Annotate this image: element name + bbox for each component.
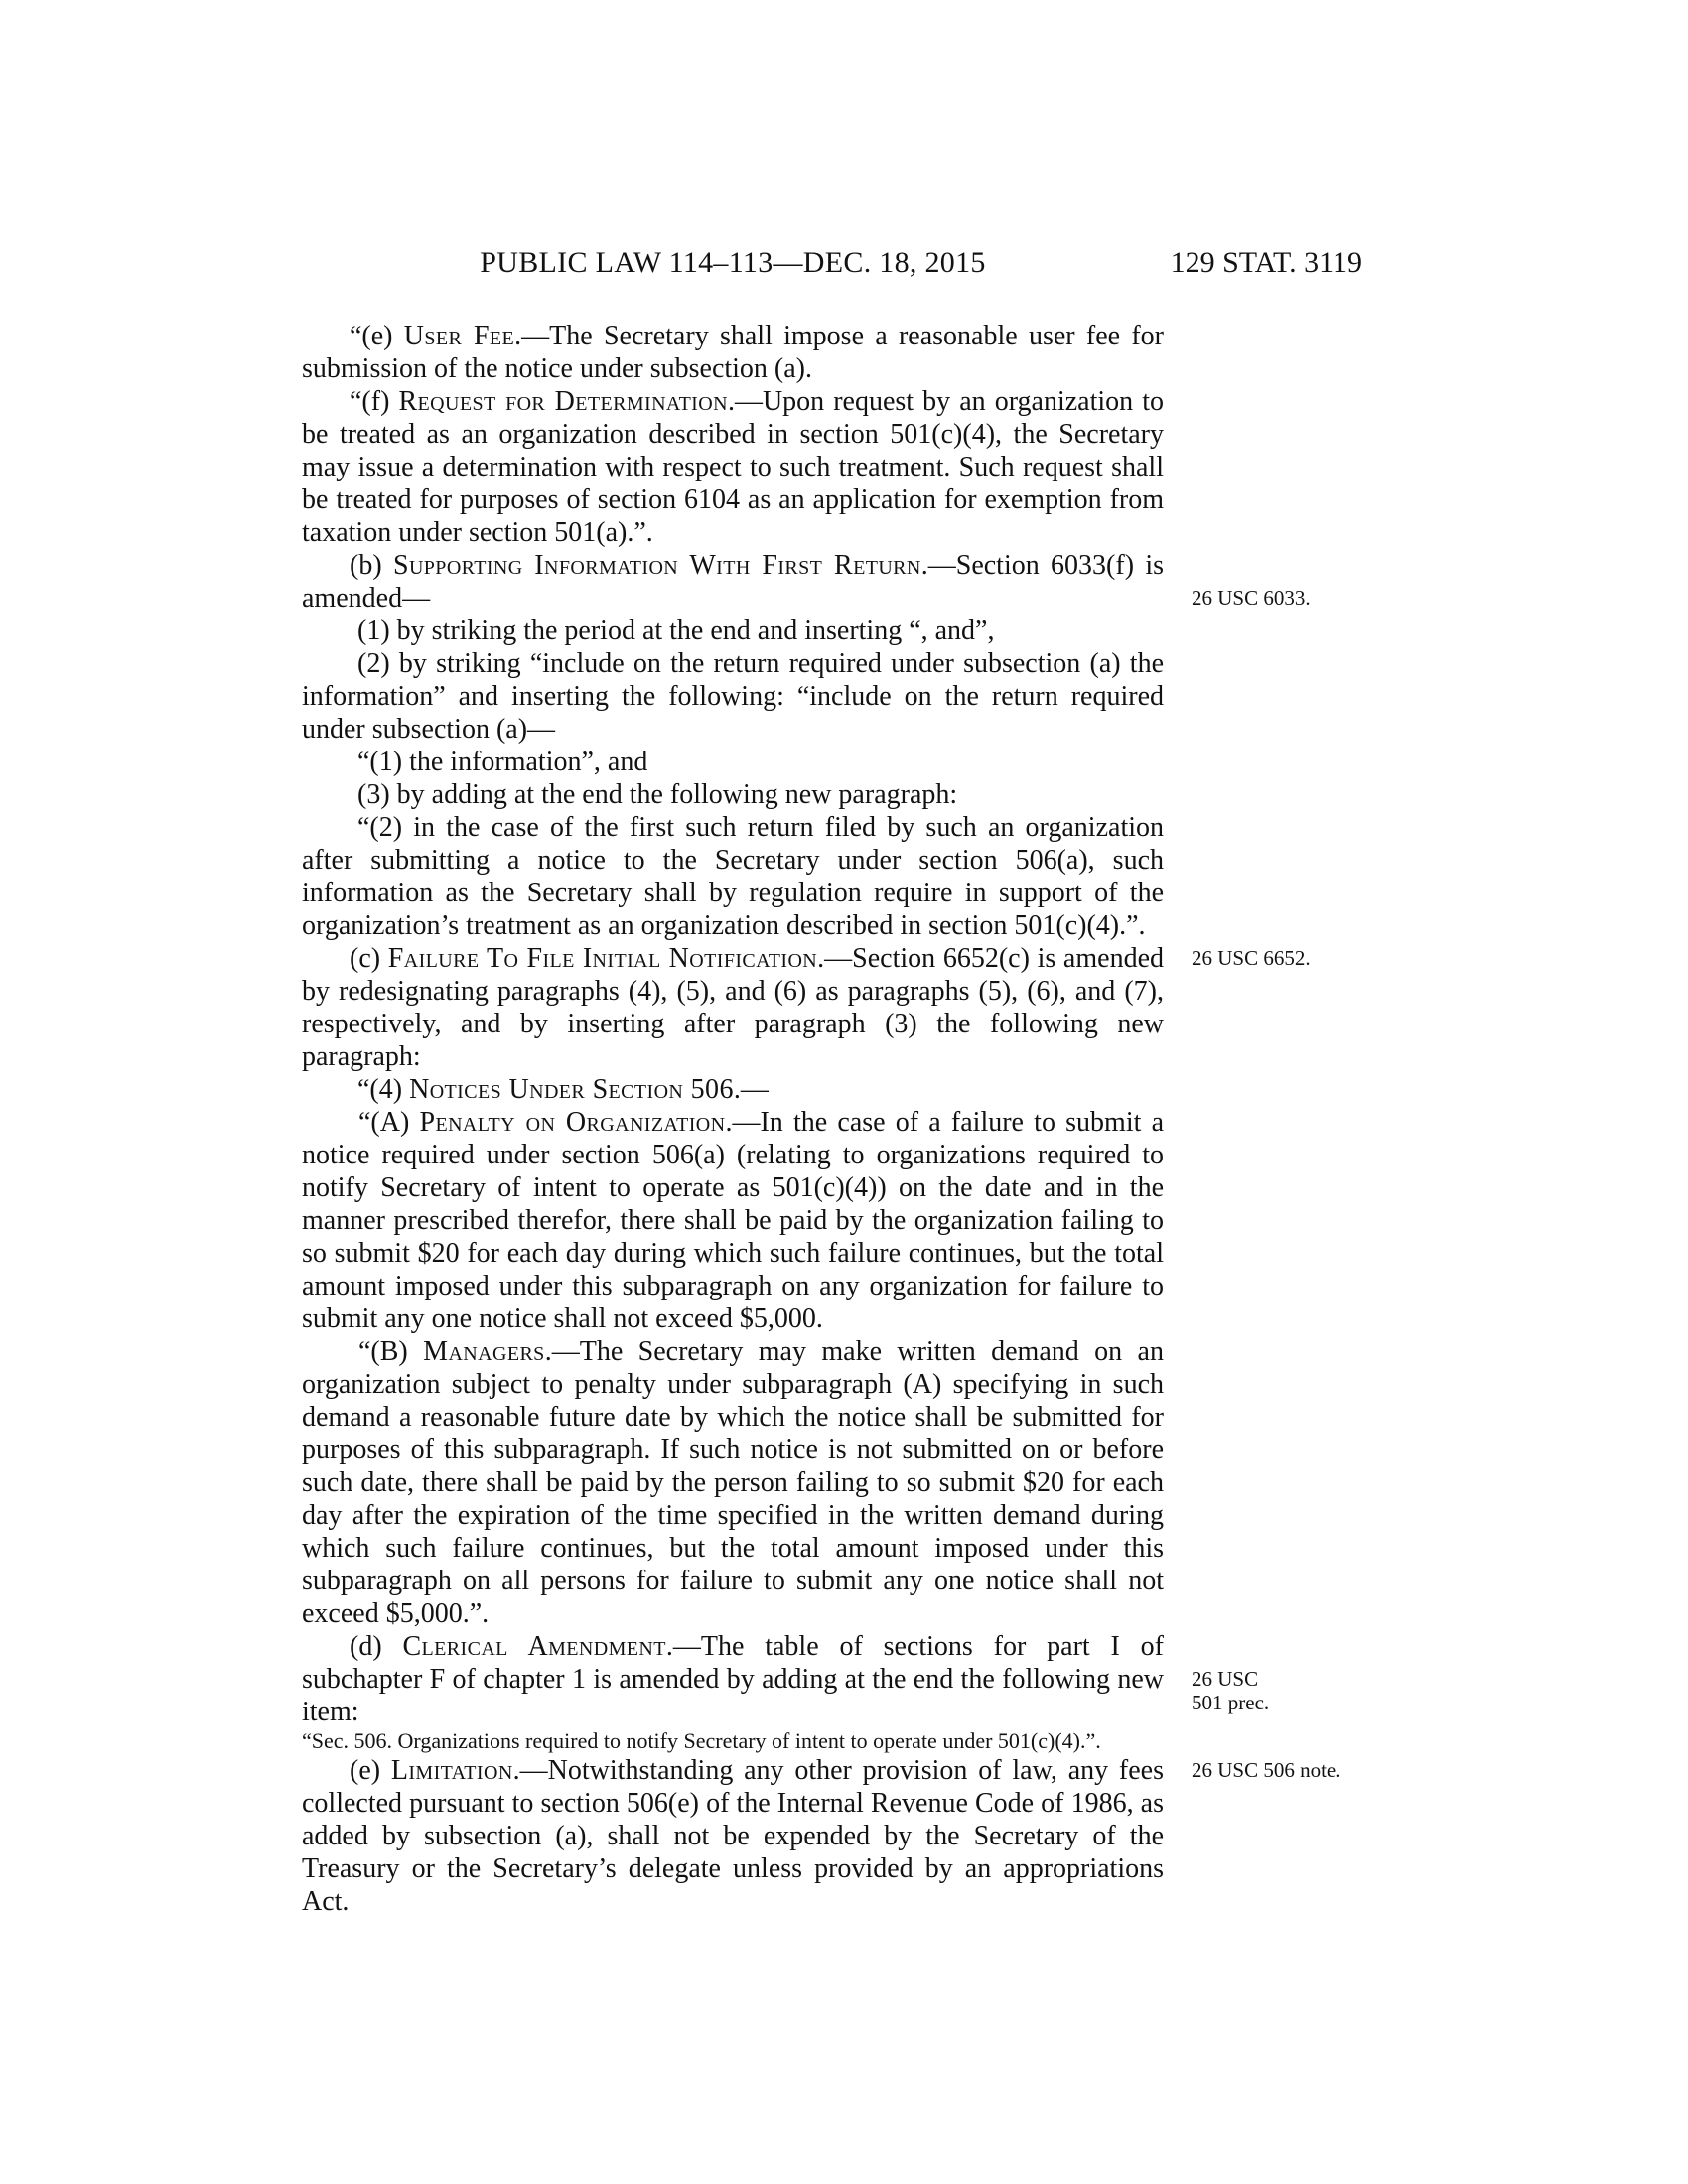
para-4-notices-under-section-506 [302,1073,1164,1106]
small-caps-heading: Failure To File Initial Notification [387,943,818,974]
paragraph-text: “(1) the information”, and [357,747,648,777]
small-caps-heading: Clerical Amendment [402,1631,666,1662]
paragraph-text: (1) by striking the period at the end and inserting “, and”, [357,615,995,646]
para-d-clerical-amendment [302,1630,1270,1728]
paragraph-text: .—Notwithstanding any other provision of law, any fees collected pursuant to section 506(e) of the Internal Revenue Code of 1986, as added by subsection (a), shall not be expended by the Secretary of the Treasury or the Secretary’s delegate unless provided by an appropriations Act. [302,1755,1164,1917]
small-caps-heading: User Fee [403,321,515,351]
page-header-law-title: PUBLIC LAW 114–113—DEC. 18, 2015 [480,246,986,279]
page-header-stat-number: 129 STAT. 3119 [1170,246,1362,279]
uscode-margin-note [1192,946,1405,970]
paragraph-text: “(e) [350,321,404,351]
small-caps-heading: Penalty on Organization [419,1107,726,1138]
paragraph-text: “Sec. 506. Organizations required to notify Secretary of intent to operate under 501(c)(4).”. [302,1728,1101,1753]
para-b-supporting-information [302,549,1311,614]
body-column [302,320,1341,1918]
small-caps-heading: Notices Under Section 506 [409,1074,734,1105]
uscode-margin-note-line: 26 USC 6652. [1192,946,1311,970]
small-caps-heading: Limitation [390,1755,513,1786]
paragraph-text: “(A) [358,1107,420,1138]
paragraph-text: .—In the case of a failure to submit a notice required under section 506(a) (relating to organizations required to notify Secretary of intent to operate as 501(c)(4)) on the date and in the manner prescribed therefor, there shall be paid by the organization failing to so submit $20 for each day during which such failure continues, but the total amount imposed under this subparagraph on any organization for failure to submit any one notice shall not exceed $5,000. [302,1107,1165,1334]
para-e-limitation [302,1754,1341,1918]
uscode-margin-note-line: 26 USC [1192,1667,1259,1691]
paragraph-text: (b) [350,550,393,581]
paragraph-text: (c) [350,943,388,974]
small-caps-heading: Managers [423,1336,545,1367]
para-c-failure-to-file [302,942,1311,1073]
paragraph-text: .—The Secretary may make written demand on an organization subject to penalty under subparagraph (A) specifying in such demand a reasonable future date by which the notice shall be submitted for purposes of this subparagraph. If such notice is not submitted on or before such date, there shall be paid by the person failing to so submit $20 for each day after the expiration of the time specified in the written demand during which such failure continues, but the total amount imposed under this subparagraph on all persons for failure to submit any one notice shall not exceed $5,000.”. [302,1336,1164,1629]
paragraph-text: .— [733,1074,769,1105]
para-quoted-1-information [302,746,1164,778]
para-b-clause-1 [302,614,1164,647]
paragraph-text: .—Upon request by an organization to be treated as an organization described in section 501(c)(4), the Secretary may issue a determination with respect to such treatment. Such request shall be treated for purposes of section 6104 as an application for exemption from taxation under section 501(a).”. [302,386,1164,548]
para-quoted-2-first-return [302,811,1164,942]
table-of-sections-new-item [302,1728,1164,1754]
paragraph-text: .—The table of sections for part I of subchapter F of chapter 1 is amended by adding at the end the following new item: [302,1631,1164,1727]
para-e-user-fee [302,320,1164,385]
para-b-clause-3 [302,778,1164,811]
para-A-penalty-on-organization [302,1106,1164,1335]
uscode-margin-note-line: 26 USC 6033. [1192,586,1311,610]
uscode-margin-note [1192,1758,1405,1782]
paragraph-text: “(f) [350,386,399,417]
paragraph-text: “(B) [358,1336,424,1367]
small-caps-heading: Supporting Information With First Return [392,550,921,581]
paragraph-text: (2) by striking “include on the return required under subsection (a) the information” and inserting the following: “include on the return required under subsection (a)— [302,648,1164,745]
paragraph-text: (3) by adding at the end the following new paragraph: [357,779,958,810]
paragraph-text: (e) [350,1755,391,1786]
paragraph-text: “(2) in the case of the first such return filed by such an organization after submitting a notice to the Secretary under section 506(a), such information as the Secretary shall by regulation require in support of the organization’s treatment as an organization described in section 501(c)(4).”. [302,812,1164,941]
paragraph-text: .—Section 6652(c) is amended by redesignating paragraphs (4), (5), and (6) as paragraphs (5), (6), and (7), respectively, and by inserting after paragraph (3) the following new paragraph: [302,943,1164,1072]
paragraph-text: (d) [350,1631,403,1662]
uscode-margin-note-line: 501 prec. [1192,1691,1270,1714]
small-caps-heading: Request for Determination [398,386,728,417]
para-B-managers [302,1335,1164,1630]
uscode-margin-note [1192,1667,1405,1714]
paragraph-text: .—The Secretary shall impose a reasonable user fee for submission of the notice under subsection (a). [302,321,1164,384]
para-b-clause-2 [302,647,1164,746]
uscode-margin-note-line: 26 USC 506 note. [1192,1758,1341,1782]
uscode-margin-note [1192,586,1405,610]
paragraph-text: “(4) [357,1074,410,1105]
paragraph-text: .—Section 6033(f) is amended— [302,550,1165,614]
para-f-request-for-determination [302,385,1164,549]
